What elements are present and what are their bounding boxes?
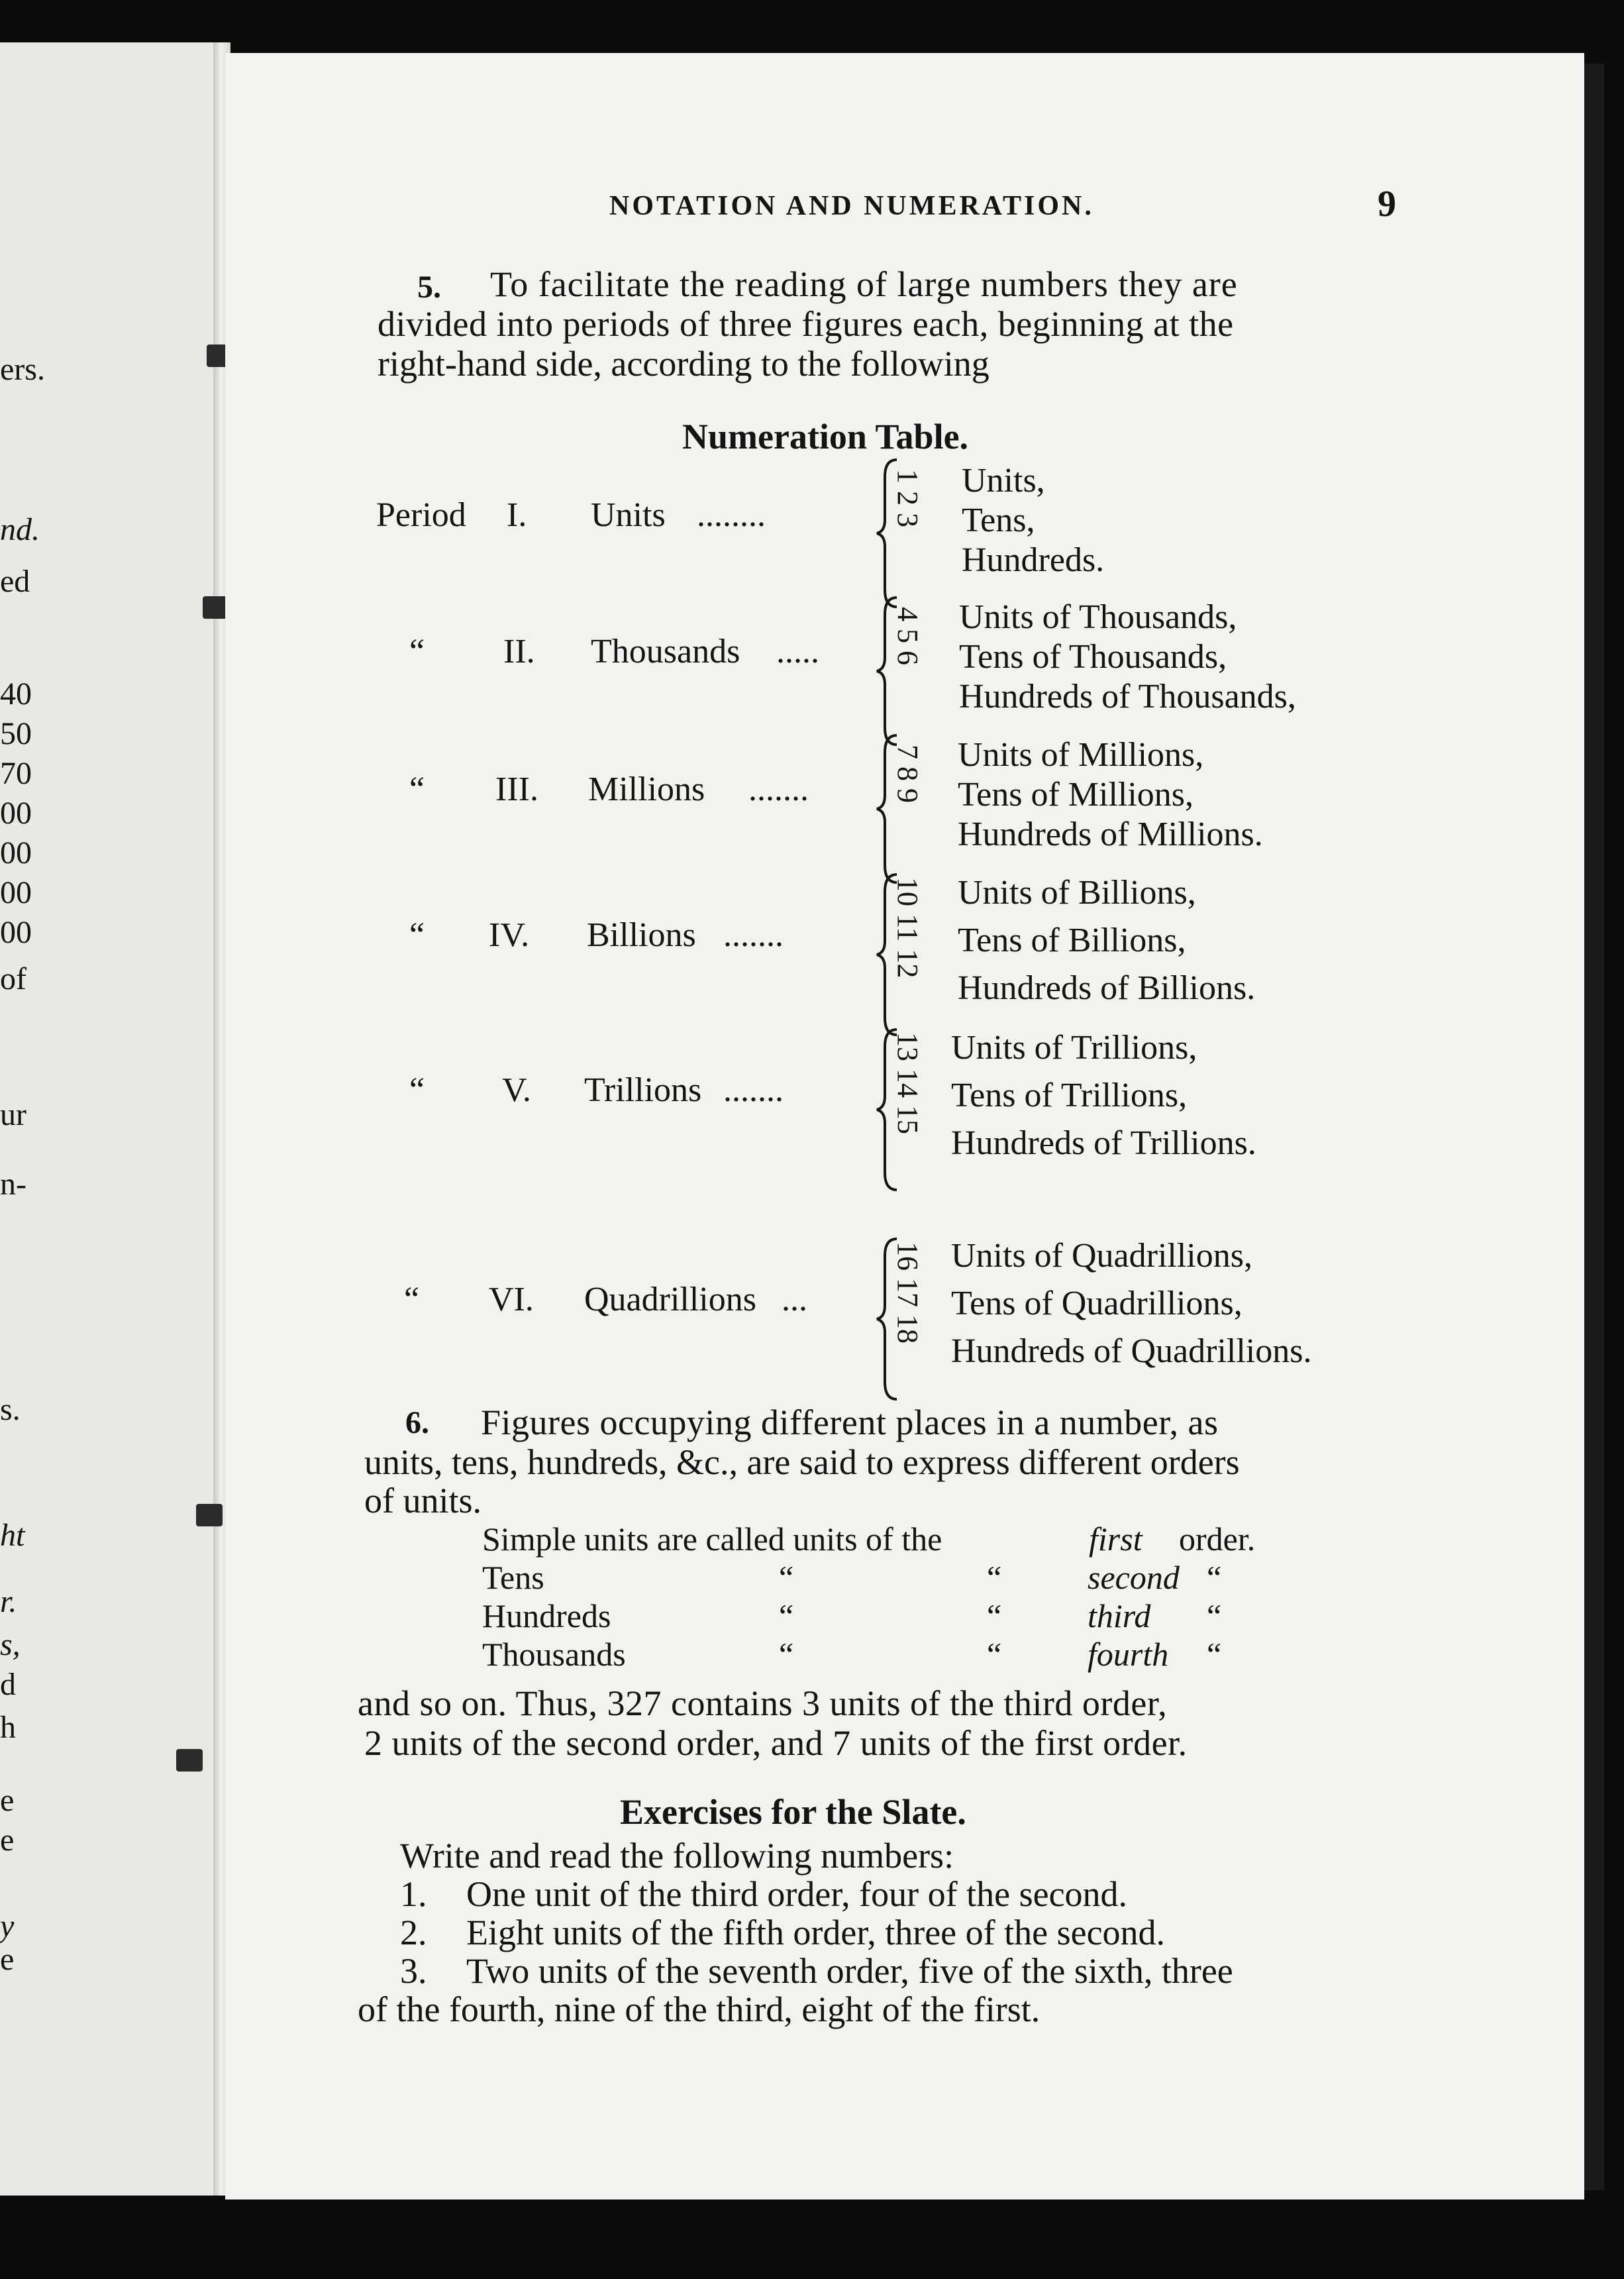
running-header: NOTATION AND NUMERATION.	[609, 191, 1094, 221]
order-name: Hundreds of Thousands,	[959, 678, 1296, 716]
facing-page-fragment: ht	[0, 1518, 25, 1553]
order-line-label: Tens	[482, 1559, 544, 1596]
order-name: Hundreds of Billions.	[958, 969, 1256, 1007]
paragraph-line: right-hand side, according to the following	[378, 344, 990, 384]
leader-dots: ........	[697, 496, 766, 534]
period-name: Millions	[588, 770, 705, 808]
paragraph-line: Figures occupying different places in a number, as	[481, 1403, 1219, 1442]
order-name: Tens of Millions,	[958, 776, 1194, 814]
period-numeral: III.	[495, 770, 538, 808]
exercise-text: One unit of the third order, four of the second.	[466, 1874, 1128, 1914]
order-name: Tens of Thousands,	[959, 638, 1227, 676]
book-page	[225, 53, 1584, 2200]
paragraph-line: units, tens, hundreds, &c., are said to express different orders	[364, 1442, 1240, 1482]
exercise-number: 2.	[400, 1913, 427, 1952]
order-name: Hundreds of Millions.	[958, 816, 1263, 853]
facing-page-fragment: d	[0, 1667, 16, 1702]
paragraph-line: of units.	[364, 1481, 482, 1520]
facing-page-fragment: ers.	[0, 352, 45, 387]
binding-stitch	[196, 1504, 223, 1526]
facing-page-fragment: nd.	[0, 512, 40, 547]
facing-page-fragment: e	[0, 1942, 15, 1977]
facing-page-fragment: 00	[0, 875, 32, 910]
exercise-number: 3.	[400, 1951, 427, 1991]
facing-page-fragment: ur	[0, 1097, 26, 1132]
period-numeral: IV.	[489, 916, 530, 954]
period-prefix: Period	[376, 496, 466, 534]
facing-page-fragment: 50	[0, 716, 32, 751]
period-numeral: II.	[503, 633, 535, 670]
section-number: 5.	[417, 270, 441, 305]
facing-page-fragment: 00	[0, 796, 32, 831]
period-prefix: “	[409, 1071, 425, 1109]
facing-page-fragment: n-	[0, 1167, 26, 1202]
exercise-text: Eight units of the fifth order, three of the second.	[466, 1913, 1166, 1952]
order-name: Hundreds.	[962, 541, 1105, 579]
leader-dots: .....	[776, 633, 819, 670]
period-name: Billions	[587, 916, 696, 954]
place-digits: 16 17 18	[891, 1242, 924, 1344]
paragraph-line: 2 units of the second order, and 7 units of the first order.	[364, 1723, 1188, 1763]
order-name: Tens,	[962, 502, 1035, 539]
order-line-tail: “	[1207, 1559, 1222, 1596]
exercise-number: 1.	[400, 1874, 427, 1914]
order-name: Tens of Trillions,	[951, 1077, 1188, 1114]
facing-page-fragment: ed	[0, 564, 30, 599]
facing-page-fragment: of	[0, 961, 26, 996]
period-prefix: “	[404, 1281, 420, 1318]
order-name: Tens of Quadrillions,	[951, 1285, 1243, 1322]
order-name: Tens of Billions,	[958, 922, 1186, 959]
order-line-label: Hundreds	[482, 1597, 611, 1634]
facing-page-fragment: e	[0, 1783, 15, 1818]
place-digits: 4 5 6	[891, 607, 924, 665]
exercise-text: Two units of the seventh order, five of the sixth, three	[466, 1951, 1233, 1991]
facing-page	[0, 42, 225, 2196]
period-numeral: V.	[502, 1071, 531, 1109]
place-digits: 7 8 9	[891, 745, 924, 803]
paragraph-line: and so on. Thus, 327 contains 3 units of the third order,	[358, 1683, 1168, 1723]
order-line-label: Simple units are called units of the	[482, 1520, 942, 1558]
paragraph-line: To facilitate the reading of large numbers they are	[490, 264, 1238, 304]
paragraph-line: divided into periods of three figures each, beginning at the	[378, 304, 1234, 344]
ditto-mark: “	[779, 1597, 794, 1634]
section-number: 6.	[405, 1405, 429, 1440]
place-digits: 13 14 15	[891, 1032, 924, 1134]
leader-dots: .......	[723, 1071, 784, 1109]
order-name: Units of Thousands,	[959, 598, 1237, 636]
period-prefix: “	[409, 633, 425, 670]
exercises-intro: Write and read the following numbers:	[400, 1836, 954, 1876]
period-name: Quadrillions	[584, 1281, 756, 1318]
page-number: 9	[1378, 184, 1396, 225]
leader-dots: ...	[782, 1281, 807, 1318]
facing-page-fragment: 00	[0, 835, 32, 871]
page-edge-shadow	[1584, 64, 1604, 2190]
table-title: Numeration Table.	[682, 417, 969, 456]
period-name: Trillions	[584, 1071, 702, 1109]
order-line-tail: order.	[1179, 1520, 1256, 1558]
period-name: Units	[591, 496, 666, 534]
facing-page-fragment: e	[0, 1823, 15, 1858]
facing-page-fragment: r.	[0, 1584, 17, 1619]
order-name: Hundreds of Trillions.	[951, 1124, 1256, 1162]
order-line-label: Thousands	[482, 1636, 626, 1673]
facing-page-fragment: y	[0, 1909, 15, 1944]
leader-dots: .......	[723, 916, 784, 954]
order-name: Units,	[962, 462, 1045, 500]
order-name: Units of Trillions,	[951, 1029, 1197, 1067]
order-name: Hundreds of Quadrillions.	[951, 1332, 1312, 1370]
order-ordinal: first	[1089, 1520, 1142, 1558]
binding-stitch	[176, 1749, 203, 1772]
period-name: Thousands	[591, 633, 740, 670]
order-line-tail: “	[1207, 1597, 1222, 1634]
period-numeral: I.	[507, 496, 527, 534]
order-ordinal: third	[1088, 1597, 1151, 1634]
facing-page-fragment: 00	[0, 915, 32, 950]
facing-page-fragment: s,	[0, 1627, 21, 1662]
facing-page-fragment: h	[0, 1710, 16, 1745]
period-prefix: “	[409, 916, 425, 954]
order-ordinal: second	[1088, 1559, 1180, 1596]
order-line-tail: “	[1207, 1636, 1222, 1673]
order-name: Units of Millions,	[958, 736, 1204, 774]
ditto-mark: “	[779, 1559, 794, 1596]
ditto-mark: “	[987, 1559, 1002, 1596]
leader-dots: .......	[748, 770, 809, 808]
order-ordinal: fourth	[1088, 1636, 1169, 1673]
facing-page-fragment: 70	[0, 756, 32, 791]
order-name: Units of Quadrillions,	[951, 1237, 1252, 1275]
facing-page-fragment: 40	[0, 676, 32, 712]
place-digits: 1 2 3	[891, 469, 924, 527]
exercises-title: Exercises for the Slate.	[620, 1792, 966, 1832]
exercise-continuation: of the fourth, nine of the third, eight of the first.	[358, 1989, 1040, 2029]
order-name: Units of Billions,	[958, 874, 1196, 912]
period-numeral: VI.	[489, 1281, 534, 1318]
facing-page-fragment: s.	[0, 1392, 21, 1427]
place-digits: 10 11 12	[891, 877, 924, 979]
ditto-mark: “	[779, 1636, 794, 1673]
ditto-mark: “	[987, 1597, 1002, 1634]
ditto-mark: “	[987, 1636, 1002, 1673]
period-prefix: “	[409, 770, 425, 808]
